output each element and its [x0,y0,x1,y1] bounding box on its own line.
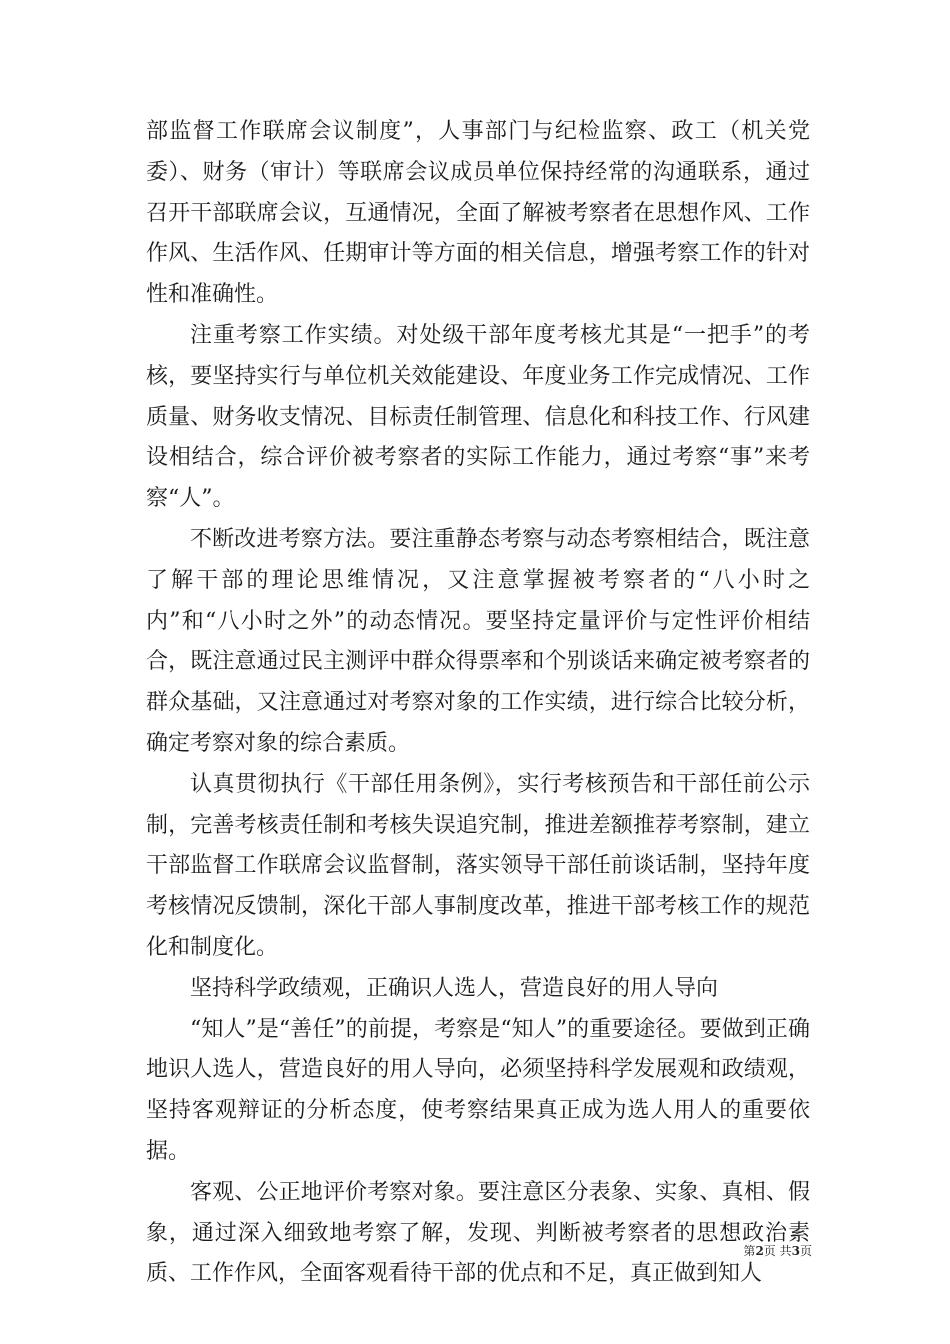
paragraph-2: 注重考察工作实绩。对处级干部年度考核尤其是“一把手”的考核，要坚持实行与单位机关效能建设、年度业务工作完成情况、工作质量、财务收支情况、目标责任制管理、信息化和科技工作、行风建设相结合，综合评价被考察者的实际工作能力，通过考察“事”来考察“人”。 [146,322,810,512]
section-heading: 坚持科学政绩观，正确识人选人，营造良好的用人导向 [190,975,719,1001]
footer-prefix: 第 [743,1244,756,1258]
current-page-number: 2 [755,1244,764,1258]
total-pages-number: 3 [791,1244,800,1258]
page-number-footer [0,1243,812,1259]
paragraph-6: “知人”是“善任”的前提，考察是“知人”的重要途径。要做到正确地识人选人，营造良好的用人导向，必须坚持科学发展观和政绩观，坚持客观辩证的分析态度，使考察结果真正成为选人用人的重要依据。 [146,1016,810,1164]
document-body [146,112,810,1295]
footer-suffix: 页 [799,1244,812,1258]
paragraph-7: 客观、公正地评价考察对象。要注意区分表象、实象、真相、假象，通过深入细致地考察了解，发现、判断被考察者的思想政治素质、工作作风，全面客观看待干部的优点和不足，真正做到知人 [146,1179,810,1287]
paragraph-1: 部监督工作联席会议制度”，人事部门与纪检监察、政工（机关党委）、财务（审计）等联席会议成员单位保持经常的沟通联系，通过召开干部联席会议，互通情况，全面了解被考察者在思想作风、工作作风、生活作风、任期审计等方面的相关信息，增强考察工作的针对性和准确性。 [146,119,810,308]
paragraph-3: 不断改进考察方法。要注重静态考察与动态考察相结合，既注意了解干部的理论思维情况，又注意掌握被考察者的“八小时之内”和“八小时之外”的动态情况。要坚持定量评价与定性评价相结合，既注意通过民主测评中群众得票率和个别谈话来确定被考察者的群众基础，又注意通过对考察对象的工作实绩，进行综合比较分析，确定考察对象的综合素质。 [146,526,810,756]
footer-middle: 页 共 [763,1244,792,1258]
paragraph-4: 认真贯彻执行《干部任用条例》，实行考核预告和干部任前公示制，完善考核责任制和考核失误追究制，推进差额推荐考察制，建立干部监督工作联席会议监督制，落实领导干部任前谈话制，坚持年度考核情况反馈制，深化干部人事制度改革，推进干部考核工作的规范化和制度化。 [146,771,810,960]
